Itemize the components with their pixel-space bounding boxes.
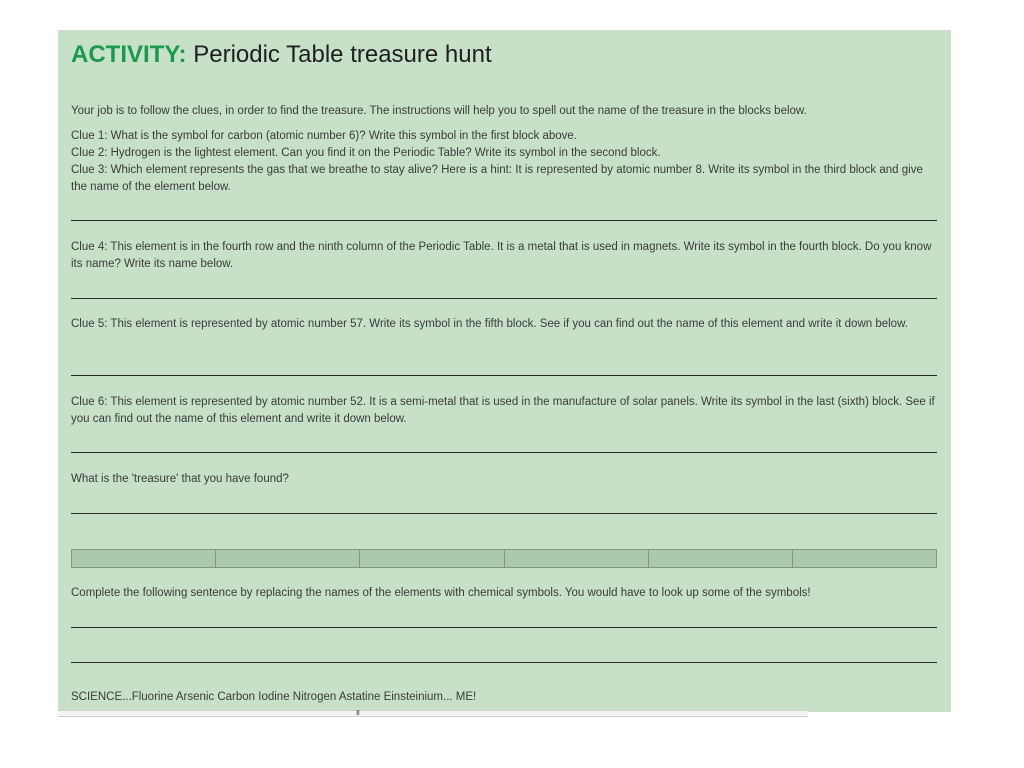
- worksheet: [58, 30, 951, 712]
- answer-line-clue-6[interactable]: [71, 452, 937, 453]
- horizontal-scrollbar[interactable]: [58, 710, 808, 717]
- sentence-instruction: Complete the following sentence by replacing the names of the elements with chemical symbols. You would have to look up some of the symbols!: [71, 587, 811, 599]
- title-accent: ACTIVITY:: [71, 41, 187, 68]
- treasure-block-1[interactable]: [72, 550, 216, 567]
- answer-line-clue-4[interactable]: [71, 298, 937, 299]
- clue-1: Clue 1: What is the symbol for carbon (atomic number 6)? Write this symbol in the first block above.: [71, 130, 577, 142]
- clue-5: Clue 5: This element is represented by atomic number 57. Write its symbol in the fifth block. See if you can find out the name of this element and write it down below.: [71, 318, 908, 330]
- answer-line-sentence-1[interactable]: [71, 627, 937, 628]
- treasure-blocks: [71, 549, 937, 568]
- clue-3: Clue 3: Which element represents the gas that we breathe to stay alive? Here is a hint: It is represented by atomic number 8. Write its symbol in the third block and give the name of the element below.: [71, 164, 923, 193]
- treasure-block-4[interactable]: [505, 550, 649, 567]
- treasure-block-6[interactable]: [793, 550, 936, 567]
- answer-line-clue-3[interactable]: [71, 220, 937, 221]
- answer-line-sentence-2[interactable]: [71, 662, 937, 663]
- treasure-question: What is the 'treasure' that you have found?: [71, 473, 289, 485]
- intro-text: Your job is to follow the clues, in order to find the treasure. The instructions will help you to spell out the name of the treasure in the blocks below.: [71, 105, 807, 117]
- treasure-block-2[interactable]: [216, 550, 360, 567]
- page-title: [71, 41, 492, 69]
- clue-2: Clue 2: Hydrogen is the lightest element. Can you find it on the Periodic Table? Write its symbol in the second block.: [71, 147, 661, 159]
- science-sentence: SCIENCE...Fluorine Arsenic Carbon Iodine Nitrogen Astatine Einsteinium... ME!: [71, 691, 477, 703]
- treasure-block-3[interactable]: [360, 550, 504, 567]
- clue-6: Clue 6: This element is represented by atomic number 52. It is a semi-metal that is used in the manufacture of solar panels. Write its symbol in the last (sixth) block. See if you can find out the name of this element and write it down below.: [71, 396, 935, 425]
- scrollbar-grip-icon[interactable]: III: [356, 710, 359, 717]
- answer-line-treasure[interactable]: [71, 513, 937, 514]
- answer-line-clue-5[interactable]: [71, 375, 937, 376]
- title-text: Periodic Table treasure hunt: [186, 41, 492, 68]
- treasure-block-5[interactable]: [649, 550, 793, 567]
- clue-4: Clue 4: This element is in the fourth row and the ninth column of the Periodic Table. It is a metal that is used in magnets. Write its symbol in the fourth block. Do you know its name? Write its name below.: [71, 241, 932, 270]
